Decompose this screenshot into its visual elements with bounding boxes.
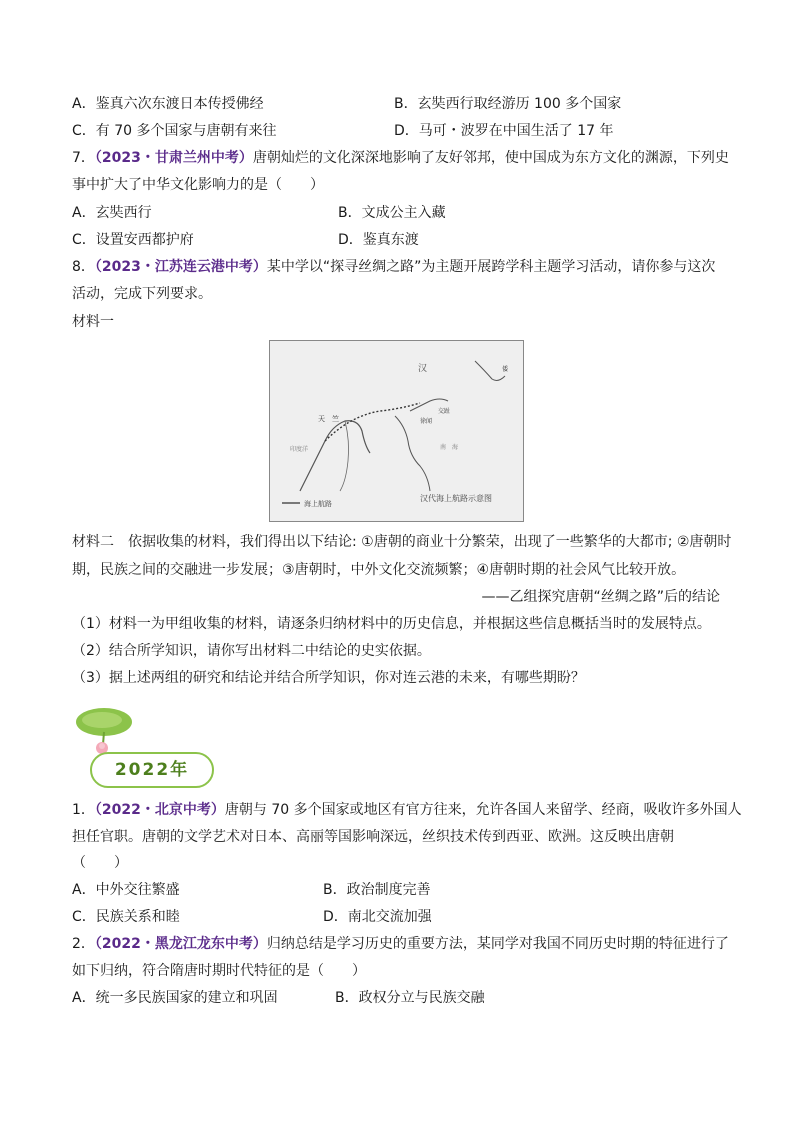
y2022-q2-option-a: A．统一多民族国家的建立和巩固 [72, 990, 278, 1006]
q7-stem-line1 [72, 148, 729, 168]
y2022-q2-source: （2022・黑龙江龙东中考） [94, 936, 267, 952]
map-label-xuwen: 徐闻 [420, 418, 433, 425]
y2022-q1-source: （2022・北京中考） [94, 802, 225, 818]
y2022-q1-stem-line2: 担任官职。唐朝的文学艺术对日本、高丽等国影响深远，丝织技术传到西亚、欧洲。这反映出唐朝 [72, 829, 674, 845]
y2022-q1-option-b: B．政治制度完善 [323, 882, 431, 898]
q8-sub2: （2）结合所学知识，请你写出材料二中结论的史实依据。 [72, 643, 431, 659]
y2022-q1-option-a: A．中外交往繁盛 [72, 882, 180, 898]
q6-option-d: D．马可・波罗在中国生活了 17 年 [394, 123, 614, 139]
map-caption: 汉代海上航路示意图 [420, 494, 492, 503]
q8-stem-text: 某中学以“探寻丝绸之路”为主题开展跨学科主题学习活动，请你参与这次 [266, 259, 716, 275]
y2022-q1-stem-line1 [72, 800, 742, 820]
y2022-q2-stem-line2: 如下归纳，符合隋唐时期时代特征的是（ ） [72, 963, 366, 979]
map-label-han: 汉 [418, 364, 428, 374]
q8-stem-line1 [72, 257, 715, 277]
q7-option-c: C．设置安西都护府 [72, 232, 194, 248]
map-drawing [270, 341, 523, 521]
y2022-q2-stem-text: 归纳总结是学习历史的重要方法，某同学对我国不同历史时期的特征进行了 [266, 936, 729, 952]
q7-number: 7． [72, 150, 95, 166]
q7-stem-text: 唐朝灿烂的文化深深地影响了友好邻邦，使中国成为东方文化的渊源，下列史 [252, 150, 729, 166]
material2-line2: 期，民族之间的交融进一步发展；③唐朝时，中外文化交流频繁；④唐朝时期的社会风气比较开放。 [72, 562, 686, 578]
han-sea-route-map [269, 340, 524, 522]
q7-option-b: B．文成公主入藏 [338, 205, 446, 221]
q8-sub3: （3）据上述两组的研究和结论并结合所学知识，你对连云港的未来，有哪些期盼？ [72, 670, 585, 686]
material2-attribution: ——乙组探究唐朝“丝绸之路”后的结论 [481, 589, 720, 605]
map-label-ocean: 印度洋 [290, 446, 309, 453]
q8-source: （2023・江苏连云港中考） [94, 259, 267, 275]
y2022-q1-option-c: C．民族关系和睦 [72, 909, 180, 925]
q7-stem-line2: 事中扩大了中华文化影响力的是（ ） [72, 177, 324, 193]
map-label-jiaozhi: 交趾 [438, 408, 451, 415]
q7-source: （2023・甘肃兰州中考） [94, 150, 253, 166]
q7-option-a: A．玄奘西行 [72, 205, 152, 221]
y2022-q2-option-b: B．政权分立与民族交融 [335, 990, 485, 1006]
y2022-q1-option-d: D．南北交流加强 [323, 909, 432, 925]
y2022-q1-stem-text: 唐朝与 70 多个国家或地区有官方往来，允许各国人来留学、经商，吸收许多外国人 [224, 802, 742, 818]
y2022-q1-stem-line3: （ ） [72, 855, 128, 871]
q8-number: 8． [72, 259, 95, 275]
q8-stem-line2: 活动，完成下列要求。 [72, 286, 212, 302]
y2022-q1-number: 1． [72, 802, 95, 818]
q6-option-a: A．鉴真六次东渡日本传授佛经 [72, 96, 264, 112]
year-badge-pill [90, 752, 214, 788]
material2-line1: 材料二 依据收集的材料，我们得出以下结论: ①唐朝的商业十分繁荣，出现了一些繁华的大都市; ②唐朝时 [72, 534, 732, 550]
year-badge [72, 702, 217, 788]
map-legend: 海上航路 [304, 500, 332, 508]
y2022-q2-number: 2． [72, 936, 95, 952]
map-label-wo: 倭 [502, 366, 509, 373]
material1-label: 材料一 [72, 314, 114, 330]
map-label-tianzhu: 天 竺 [318, 415, 339, 423]
y2022-q2-stem-line1 [72, 934, 729, 954]
q6-option-c: C．有 70 多个国家与唐朝有来往 [72, 123, 277, 139]
q6-option-b: B．玄奘西行取经游历 100 多个国家 [394, 96, 622, 112]
q7-option-d: D．鉴真东渡 [338, 232, 419, 248]
map-label-sea: 南 海 [440, 444, 459, 451]
year-badge-label: 2022年 [114, 760, 190, 780]
q8-sub1: （1）材料一为甲组收集的材料，请逐条归纳材料中的历史信息，并根据这些信息概括当时的发展特点。 [72, 616, 711, 632]
